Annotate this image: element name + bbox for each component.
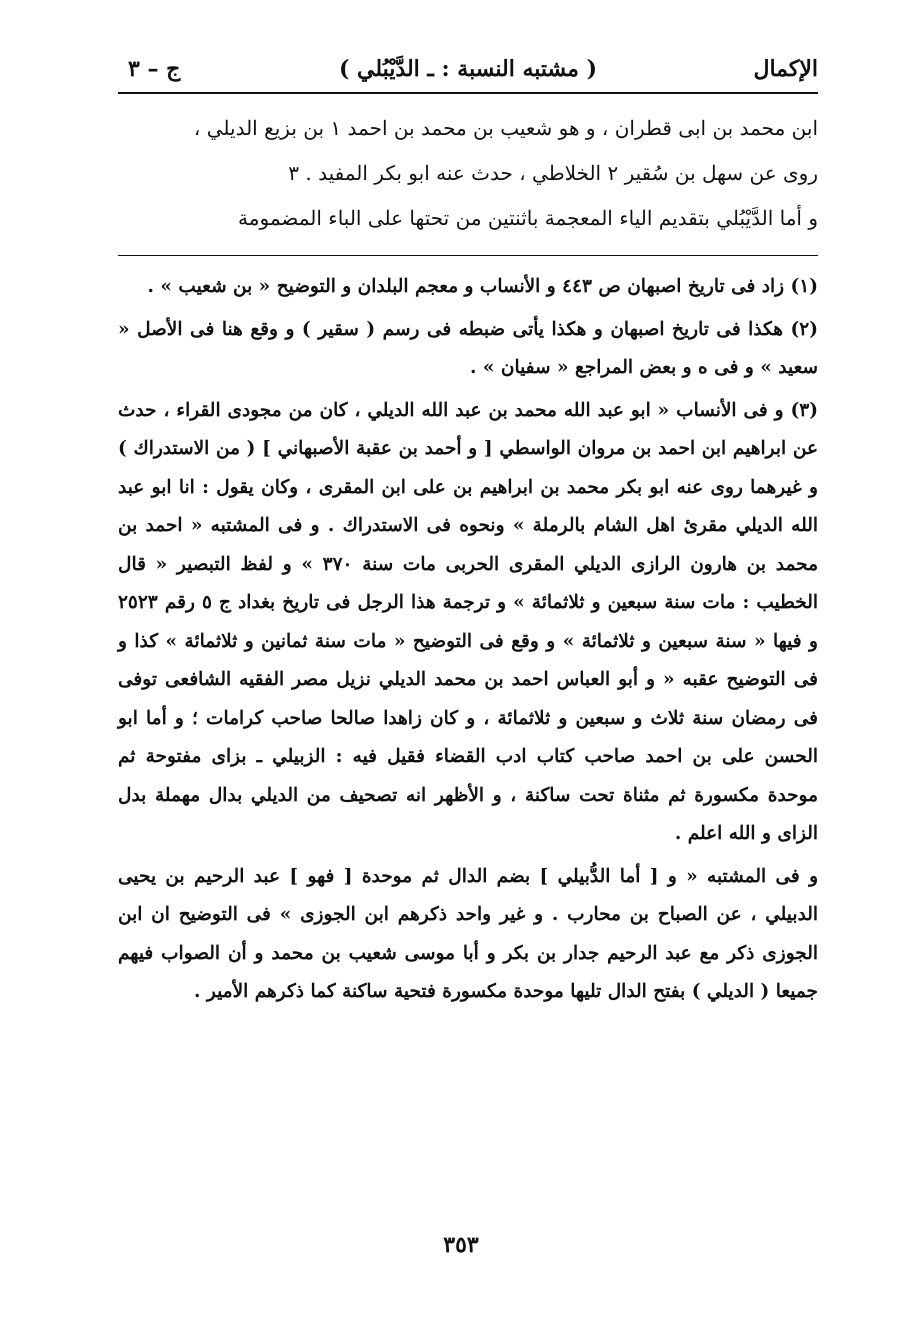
footnote: (٢) هكذا فى تاريخ اصبهان و هكذا يأتى ضبطه فى رسم ( سقير ) و وقع هنا فى الأصل « سعيد » و فى ه و بعض المراجع « سفيان » . bbox=[118, 318, 818, 378]
footnote: (٣) و فى الأنساب « ابو عبد الله محمد بن عبد الله الديلي ، كان من مجودى القراء ، حدث عن ابراهيم ابن احمد بن مروان الواسطي [ و أحمد بن عقبة الأصبهاني ] ( من الاستدراك ) و غيرهما روى عنه ابو بكر محمد بن ابراهيم بن على ابن المقرى ، وكان يقول : انا ابو عبد الله الديلي مقرئ اهل الشام بالرملة » ونحوه فى الاستدراك . و فى المشتبه « احمد بن محمد بن هارون الرازى الديلي المقرى الحربى مات سنة ٣٧٠ » و لفظ التبصير « قال الخطيب : مات سنة سبعين و ثلاثمائة » و ترجمة هذا الرجل فى تاريخ بغداد ج ٥ رقم ٢٥٢٣ و فيها « سنة سبعين و ثلاثمائة » و وقع فى التوضيح « مات سنة ثمانين و ثلاثمائة » كذا و فى التوضيح عقبه « و أبو العباس احمد بن محمد الديلي نزيل مصر الفقيه الشافعى توفى فى رمضان سنة ثلاث و سبعين و ثلاثمائة ، و كان زاهدا صالحا صاحب كرامات ؛ و أما ابو الحسن على بن احمد صاحب كتاب ادب القضاء فقيل فيه : الزبيلي ـ بزاى مفتوحة ثم موحدة مكسورة ثم مثناة تحت ساكنة ، و الأظهر انه تصحيف من الديلي بدال مهملة بدل الزاى و الله اعلم . bbox=[118, 399, 818, 844]
main-text bbox=[118, 106, 818, 241]
main-paragraph: ابن محمد بن ابى قطران ، و هو شعيب بن محمد بن احمد ١ بن بزيع الديلي ، bbox=[193, 116, 818, 140]
page-number: ٣٥٣ bbox=[443, 1232, 479, 1258]
footnotes bbox=[118, 268, 818, 1012]
header-section-title: ( مشتبه النسبة : ـ الدَّيْبُلي ) bbox=[338, 56, 598, 82]
main-paragraph: روى عن سهل بن سُقير ٢ الخلاطي ، حدث عنه ابو بكر المفيد . ٣ bbox=[288, 161, 818, 185]
page bbox=[118, 50, 818, 1012]
footnote: و فى المشتبه « و [ أما الدُّبيلي ] بضم الدال ثم موحدة [ فهو ] عبد الرحيم بن يحيى الدبيلي ، عن الصباح بن محارب . و غير واحد ذكرهم ابن الجوزى » فى التوضيح ان ابن الجوزى ذكر مع عبد الرحيم جدار بن بكر و أبا موسى شعيب بن محمد و أن الصواب فيهم جميعا ( الديلي ) بفتح الدال تليها موحدة مكسورة فتحية ساكنة كما ذكرهم الأمير . bbox=[118, 865, 818, 1002]
footnote-divider bbox=[118, 255, 818, 256]
running-header bbox=[118, 50, 818, 94]
header-book-title: الإكمال bbox=[753, 56, 818, 82]
header-volume: ج – ٣ bbox=[128, 56, 181, 82]
main-paragraph: و أما الدَّيْبُلي بتقديم الياء المعجمة باثنتين من تحتها على الباء المضمومة bbox=[238, 206, 818, 230]
footnote: (١) زاد فى تاريخ اصبهان ص ٤٤٣ و الأنساب و معجم البلدان و التوضيح « بن شعيب » . bbox=[147, 276, 818, 297]
